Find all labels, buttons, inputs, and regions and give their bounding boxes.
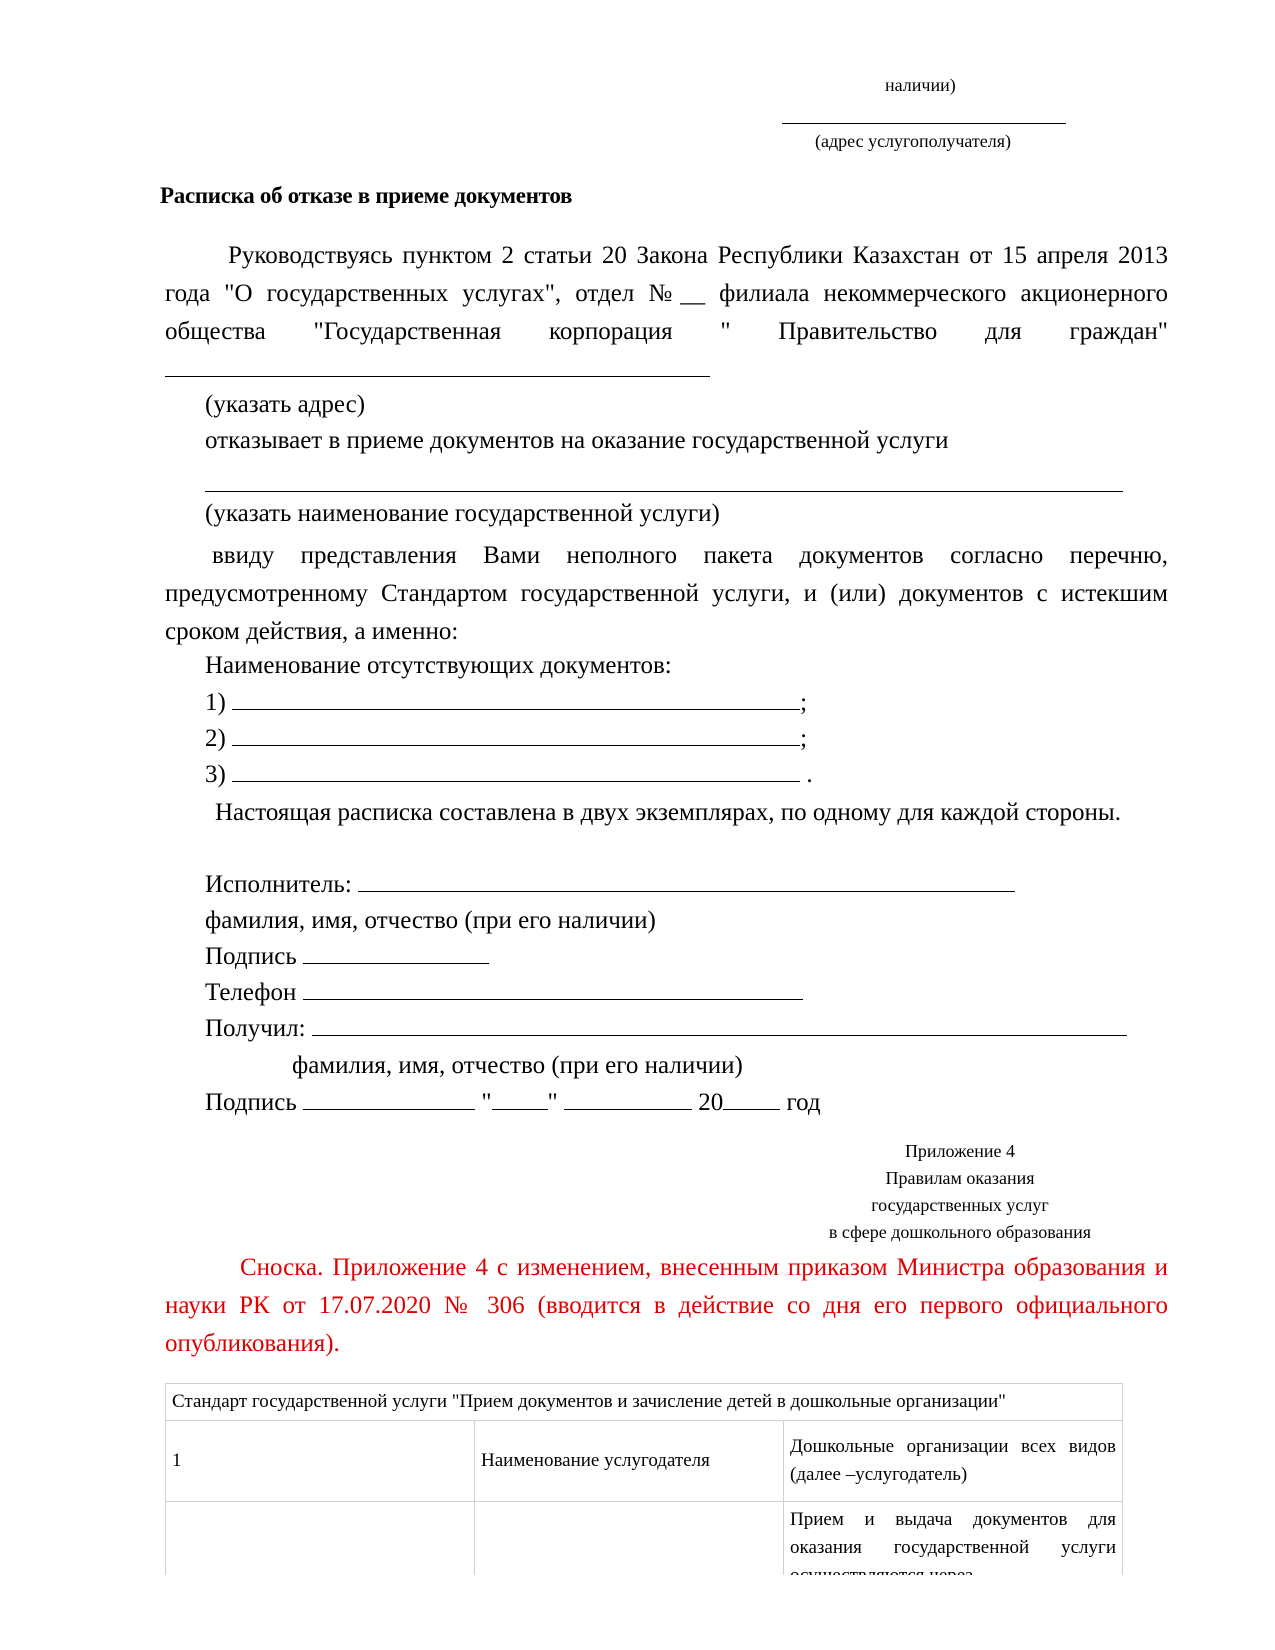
quote-open: "	[481, 1089, 492, 1116]
address-underline	[782, 123, 1066, 124]
missing-doc-num: 1)	[205, 689, 226, 716]
table-cell-name: Наименование услугодателя	[475, 1421, 784, 1502]
refuses-line: отказывает в приеме документов на оказание государственной услуги	[205, 427, 949, 454]
received-line	[205, 1010, 1127, 1047]
signature-blank	[303, 1087, 475, 1110]
appendix-heading	[780, 1138, 1140, 1246]
missing-doc-num: 2)	[205, 725, 226, 752]
year-blank	[723, 1087, 780, 1110]
service-name-underline	[205, 491, 1123, 492]
missing-doc-blank	[232, 723, 800, 746]
month-blank	[564, 1087, 692, 1110]
prev-fio-caption-tail: наличии)	[885, 75, 956, 95]
missing-doc-item	[205, 684, 807, 721]
signature-blank	[303, 941, 489, 964]
appendix-line: Правилам оказания	[885, 1168, 1035, 1188]
table-cell-value: Дошкольные организации всех видов (далее –услугодатель)	[784, 1421, 1123, 1502]
missing-doc-end: .	[800, 761, 813, 788]
receiver-signature-date-line	[205, 1084, 821, 1121]
intro-paragraph	[165, 237, 1168, 389]
appendix-line: государственных услуг	[871, 1195, 1049, 1215]
received-fio-caption: фамилия, имя, отчество (при его наличии)	[292, 1052, 743, 1079]
specify-service-caption: (указать наименование государственной услуги)	[205, 500, 720, 527]
quote-close: "	[547, 1089, 558, 1116]
signature-label: Подпись	[205, 1089, 297, 1116]
phone-blank	[303, 977, 803, 1000]
address-caption: (адрес услугополучателя)	[815, 131, 1012, 151]
table-cell-value: Прием и выдача документов для оказания государственной услуги	[784, 1502, 1123, 1621]
year-suffix: год	[786, 1089, 821, 1116]
appendix-line: Приложение 4	[904, 1141, 1016, 1161]
table-header-row	[166, 1384, 1123, 1421]
phone-line	[205, 974, 803, 1011]
table-cell-num: 1	[166, 1421, 475, 1502]
intro-text: Руководствуясь пунктом 2 статьи 20 Закона Республики Казахстан от 15 апреля 2013 года "О государственных услугах", отдел №__ филиала некоммерческого акционерного общества "Государственная корпорация " Правительство для граждан"	[165, 242, 1168, 345]
executor-signature-line	[205, 938, 489, 975]
signature-label: Подпись	[205, 943, 297, 970]
missing-docs-label: Наименование отсутствующих документов:	[205, 652, 672, 679]
executor-fio-caption: фамилия, имя, отчество (при его наличии)	[205, 907, 656, 934]
executor-line	[205, 866, 1015, 903]
phone-label: Телефон	[205, 979, 297, 1006]
table-row	[166, 1421, 1123, 1502]
appendix-line: в сфере дошкольного образования	[828, 1222, 1092, 1242]
received-blank	[312, 1013, 1127, 1036]
missing-doc-item	[205, 720, 807, 757]
copies-paragraph: Настоящая расписка составлена в двух экземплярах, по одному для каждой стороны.	[215, 799, 1121, 826]
missing-doc-num: 3)	[205, 761, 226, 788]
address-blank	[165, 354, 710, 377]
missing-doc-blank	[232, 759, 800, 782]
page-cut-mask	[164, 1575, 1126, 1650]
footnote: Сноска. Приложение 4 с изменением, внесенным приказом Министра образования и науки РК от 17.07.2020 № 306 (вводится в действие со дня его первого официального опубликования).	[165, 1254, 1168, 1357]
page-title: Расписка об отказе в приеме документов	[160, 183, 573, 208]
table-header-cell: Стандарт государственной услуги "Прием документов и зачисление детей в дошкольные организации"	[166, 1384, 1123, 1421]
day-blank	[492, 1087, 548, 1110]
executor-blank	[358, 869, 1015, 892]
missing-doc-blank	[232, 687, 800, 710]
missing-doc-item	[205, 756, 813, 793]
missing-doc-end: ;	[800, 689, 808, 716]
reason-paragraph: ввиду представления Вами неполного пакета документов согласно перечню, предусмотренному Стандартом государственной услуги, и (или) документов с истекшим сроком действия, а именно:	[165, 542, 1168, 645]
executor-label: Исполнитель:	[205, 871, 352, 898]
specify-address-caption: (указать адрес)	[205, 391, 366, 418]
year-prefix: 20	[698, 1089, 724, 1116]
missing-doc-end: ;	[800, 725, 808, 752]
received-label: Получил:	[205, 1015, 306, 1042]
